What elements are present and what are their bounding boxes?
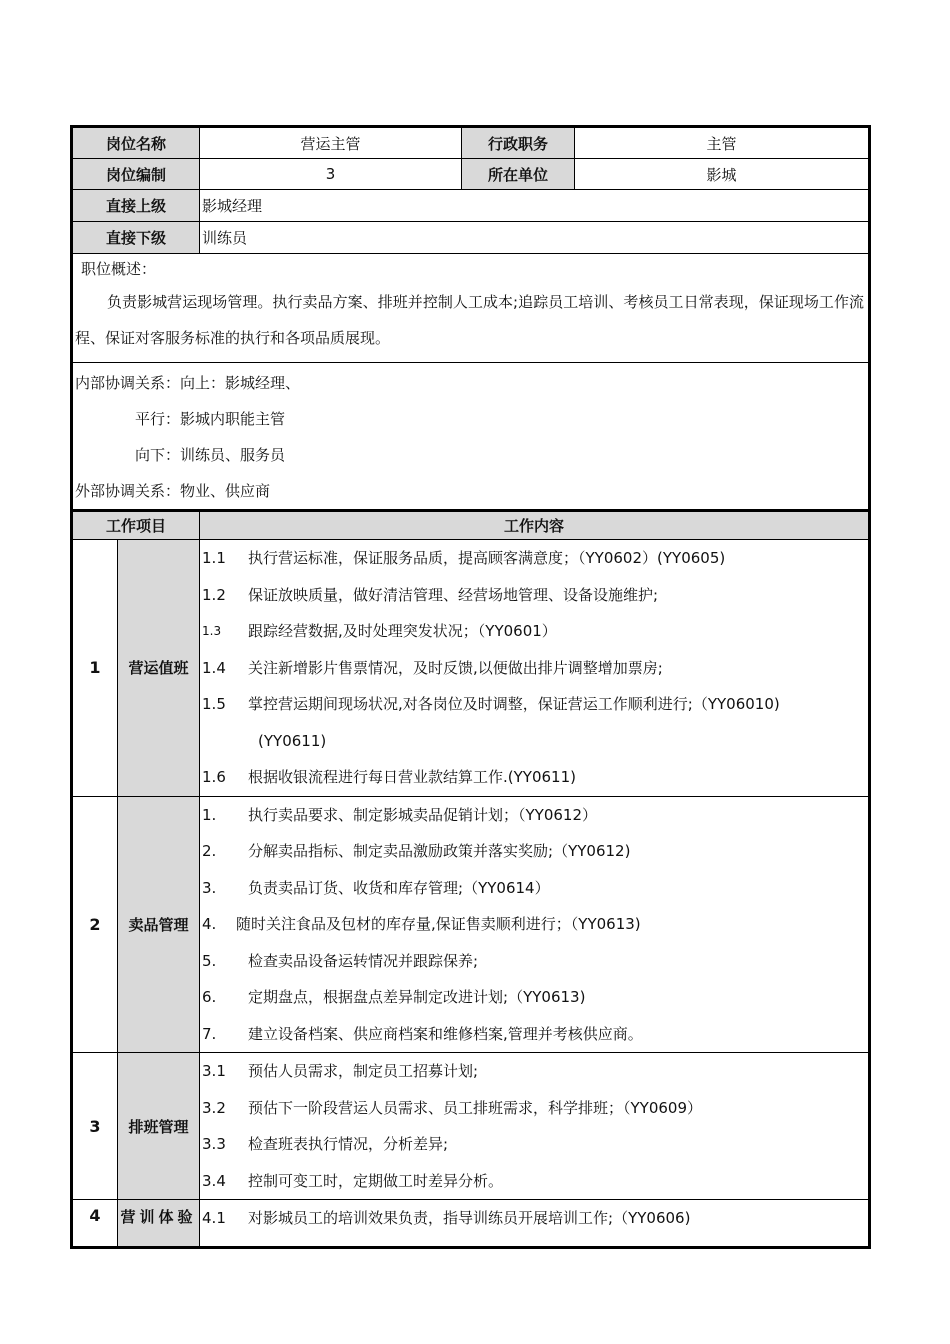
- item-text: 关注新增影片售票情况，及时反馈,以便做出排片调整增加票房;: [248, 658, 663, 677]
- section-row: [72, 1053, 870, 1200]
- item-number: 1.1: [202, 549, 226, 567]
- item-number: 3.4: [202, 1171, 226, 1190]
- item-number: 3.: [202, 878, 217, 897]
- section-items: [200, 540, 868, 796]
- list-item: [202, 613, 868, 650]
- header-work-content: 工作内容: [200, 511, 870, 540]
- item-number: 3.1: [202, 1062, 226, 1080]
- item-number: 5.: [202, 951, 217, 970]
- item-text-continued: (YY0611): [258, 731, 327, 750]
- relations-block: [75, 365, 866, 509]
- item-number: 4.: [202, 915, 217, 933]
- value-headcount: 3: [200, 159, 462, 190]
- label-position-name: 岗位名称: [72, 127, 200, 159]
- item-number: 1.4: [202, 658, 226, 677]
- item-text: 控制可变工时，定期做工时差异分析。: [248, 1171, 504, 1190]
- list-item: [202, 577, 868, 614]
- list-item: [202, 943, 868, 980]
- list-item: [202, 1053, 868, 1090]
- label-subordinate: 直接下级: [72, 222, 200, 254]
- item-number: 4.1: [202, 1209, 226, 1227]
- list-item: [202, 1200, 868, 1237]
- relations-cell: [72, 363, 870, 511]
- item-number: 1.6: [202, 768, 226, 786]
- section-name: 营训体验: [118, 1200, 200, 1248]
- item-text: 检查卖品设备运转情况并跟踪保养;: [248, 951, 479, 970]
- section-items-cell: [200, 540, 870, 797]
- list-item: [202, 759, 868, 796]
- row-summary: [72, 254, 870, 363]
- relation-down: 向下：训练员、服务员: [135, 446, 286, 464]
- item-number: 3.2: [202, 1098, 226, 1117]
- section-number: 2: [72, 796, 118, 1053]
- item-number: 7.: [202, 1024, 217, 1043]
- label-unit: 所在单位: [462, 159, 575, 190]
- summary-text: 负责影城营运现场管理。执行卖品方案、排班并控制人工成本;追踪员工培训、考核员工日常表现，保证现场工作流程、保证对客服务标准的执行和各项品质展现。: [75, 293, 865, 347]
- list-item: [202, 833, 868, 870]
- summary-cell: [72, 254, 870, 363]
- item-number: 1.2: [202, 585, 226, 604]
- relation-parallel: 平行：影城内职能主管: [135, 410, 286, 428]
- section-row: [72, 1200, 870, 1248]
- item-text: 跟踪经营数据,及时处理突发状况；（YY0601）: [248, 622, 557, 640]
- item-text: 根据收银流程进行每日营业款结算工作.(YY0611): [248, 768, 576, 786]
- list-item: [202, 979, 868, 1016]
- label-superior: 直接上级: [72, 190, 200, 222]
- section-name: 营运值班: [118, 540, 200, 797]
- list-item: [202, 1090, 868, 1127]
- label-admin-title: 行政职务: [462, 127, 575, 159]
- section-items-cell: [200, 796, 870, 1053]
- row-superior: [72, 190, 870, 222]
- job-description-sheet: [70, 125, 868, 1249]
- list-item: [202, 1126, 868, 1163]
- value-position-name: 营运主管: [200, 127, 462, 159]
- row-headcount: [72, 159, 870, 190]
- row-relations: [72, 363, 870, 511]
- list-item: [202, 650, 868, 687]
- summary-label: 职位概述：: [81, 260, 157, 278]
- item-text: 负责卖品订货、收货和库存管理;（YY0614）: [248, 878, 550, 897]
- row-position-name: [72, 127, 870, 159]
- item-text: 保证放映质量，做好清洁管理、经营场地管理、设备设施维护;: [248, 585, 659, 604]
- item-text: 执行营运标准，保证服务品质，提高顾客满意度；（YY0602）(YY0605): [248, 549, 726, 567]
- item-text: 掌控营运期间现场状况,对各岗位及时调整，保证营运工作顺利进行;（YY06010): [248, 695, 780, 713]
- item-number: 1.3: [202, 624, 222, 638]
- item-number: 6.: [202, 988, 217, 1006]
- job-description-table: [70, 125, 871, 1249]
- section-number: 4: [72, 1200, 118, 1248]
- value-unit: 影城: [575, 159, 870, 190]
- item-text: 随时关注食品及包材的库存量,保证售卖顺利进行；（YY0613): [236, 915, 641, 933]
- section-row: [72, 540, 870, 797]
- list-item: [202, 797, 868, 834]
- section-row: [72, 796, 870, 1053]
- item-number: 2.: [202, 842, 217, 860]
- item-text: 检查班表执行情况，分析差异;: [248, 1135, 449, 1153]
- list-item: [202, 1163, 868, 1200]
- section-name: 卖品管理: [118, 796, 200, 1053]
- item-text: 建立设备档案、供应商档案和维修档案,管理并考核供应商。: [248, 1024, 643, 1043]
- section-name: 排班管理: [118, 1053, 200, 1200]
- label-headcount: 岗位编制: [72, 159, 200, 190]
- item-text: 对影城员工的培训效果负责，指导训练员开展培训工作;（YY0606): [248, 1209, 691, 1227]
- item-text: 执行卖品要求、制定影城卖品促销计划；（YY0612）: [248, 805, 598, 824]
- section-items: [200, 1200, 868, 1237]
- value-admin-title: 主管: [575, 127, 870, 159]
- section-items: [200, 797, 868, 1053]
- list-item: [202, 686, 868, 723]
- list-item: [202, 870, 868, 907]
- item-text: 预估人员需求，制定员工招募计划;: [248, 1062, 479, 1080]
- section-number: 1: [72, 540, 118, 797]
- section-items-cell: [200, 1200, 870, 1248]
- list-item: [202, 540, 868, 577]
- relation-internal: 内部协调关系：向上：影城经理、: [75, 374, 301, 392]
- value-subordinate: 训练员: [200, 222, 870, 254]
- header-work-item: 工作项目: [72, 511, 200, 540]
- item-text: 分解卖品指标、制定卖品激励政策并落实奖励;（YY0612): [248, 842, 631, 860]
- relation-external: 外部协调关系：物业、供应商: [75, 482, 271, 500]
- section-items: [200, 1053, 868, 1199]
- item-number: 3.3: [202, 1135, 226, 1153]
- row-subordinate: [72, 222, 870, 254]
- item-text: 预估下一阶段营运人员需求、员工排班需求，科学排班；（YY0609）: [248, 1098, 703, 1117]
- item-number: 1.5: [202, 695, 226, 713]
- item-text: 定期盘点，根据盘点差异制定改进计划;（YY0613): [248, 988, 586, 1006]
- list-item: [202, 906, 868, 943]
- list-item: [202, 1016, 868, 1053]
- item-number: 1.: [202, 805, 217, 824]
- row-work-header: [72, 511, 870, 540]
- section-items-cell: [200, 1053, 870, 1200]
- value-superior: 影城经理: [200, 190, 870, 222]
- section-number: 3: [72, 1053, 118, 1200]
